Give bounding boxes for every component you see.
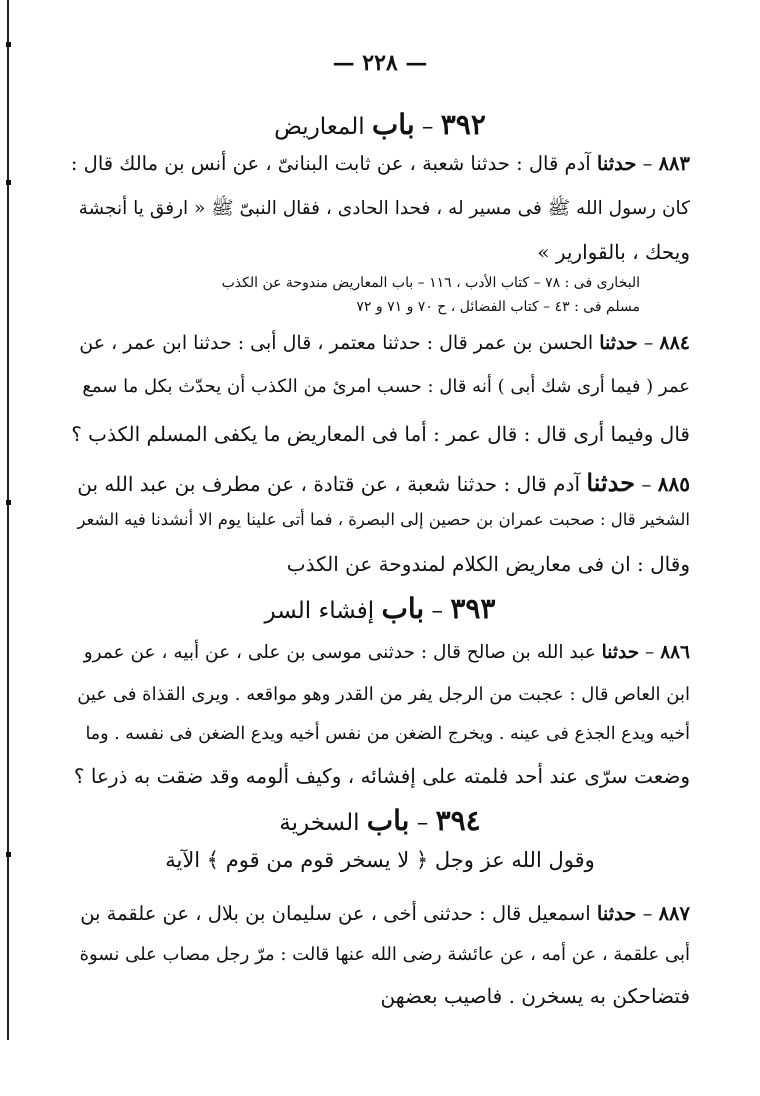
page-number: — ٢٢٨ — — [332, 50, 428, 76]
hadith-886-line-2 — [70, 682, 690, 707]
hadith-number: ٨٨٥ — [657, 472, 690, 496]
hadith-number: ٨٨٤ — [659, 332, 690, 354]
hadith-884-line-1: ٨٨٤ – حدثنا الحسن بن عمر قال : حدثنا معتمر ، قال أبى : حدثنا ابن عمر ، عن — [79, 332, 690, 354]
quran-verse: وقول الله عز وجل ﴿ لا يسخر قوم من قوم ﴾ الآية — [165, 848, 595, 872]
hadith-text: كان رسول الله ﷺ فى مسير له ، فحدا الحادى ، فقال النبىّ ﷺ « ارفق يا أنجشة — [78, 198, 690, 219]
haddathana-word: حدثنا — [596, 152, 637, 175]
hadith-883-line-2 — [70, 196, 690, 222]
edge-mark — [6, 500, 11, 505]
bab-number: ٣٩٣ — [450, 592, 496, 625]
hadith-text: وضعت سرّى عند أحد فلمته على إفشائه ، وكيف ألومه وقد ضقت به ذرعا ؟ — [73, 764, 690, 788]
edge-mark — [6, 180, 11, 185]
hadith-887-line-1: ٨٨٧ – حدثنا اسمعيل قال : حدثنى أخى ، عن سليمان بن بلال ، عن علقمة بن — [80, 902, 690, 925]
hadith-886-line-4 — [70, 762, 690, 790]
hadith-887-line-3 — [70, 982, 690, 1010]
hadith-text: الشخير قال : صحبت عمران بن حصين إلى البصرة ، فما أتى علينا يوم الا أنشدنا فيه الشعر — [77, 510, 690, 529]
hadith-text: آدم قال : حدثنا شعبة ، عن ثابت البنانىّ ، عن أنس بن مالك قال : — [70, 152, 591, 175]
bab-number: ٣٩٤ — [435, 804, 481, 837]
hadith-text: آدم قال : حدثنا شعبة ، عن قتادة ، عن مطرف بن عبد الله بن — [77, 472, 581, 496]
bab-title: إفشاء السر — [264, 598, 375, 624]
hadith-885-line-3 — [70, 550, 690, 578]
edge-mark — [6, 42, 11, 47]
hadith-text: الحسن بن عمر قال : حدثنا معتمر ، قال أبى : حدثنا ابن عمر ، عن — [79, 332, 594, 354]
bab-title: المعاريض — [274, 114, 365, 140]
hadith-text: ويحك ، بالقوارير » — [537, 240, 690, 264]
bab-word: باب — [381, 592, 425, 625]
hadith-text: عمر ( فيما أرى شك أبى ) أنه قال : حسب امرئ من الكذب أن يحدّث بكل ما سمع — [82, 376, 690, 397]
hadith-number: ٨٨٦ — [660, 642, 690, 663]
hadith-883-line-1: ٨٨٣ – حدثنا آدم قال : حدثنا شعبة ، عن ثابت البنانىّ ، عن أنس بن مالك قال : — [70, 152, 690, 175]
hadith-883-note-1: البخارى فى : ٧٨ – كتاب الأدب ، ١١٦ – باب المعاريض مندوحة عن الكذب — [221, 275, 640, 291]
hadith-number: ٨٨٣ — [658, 152, 690, 175]
haddathana-word: حدثنا — [601, 642, 640, 663]
hadith-885-line-2 — [70, 508, 690, 531]
bab-number: ٣٩٢ — [440, 108, 486, 141]
haddathana-word: حدثنا — [596, 902, 637, 925]
hadith-text: ابن العاص قال : عجبت من الرجل يفر من القدر وهو مواقعه . ويرى القذاة فى عين — [77, 684, 690, 705]
hadith-text: فتضاحكن به يسخرن . فاصيب بعضهن — [380, 984, 690, 1008]
hadith-text: وقال : ان فى معاريض الكلام لمندوحة عن الكذب — [286, 552, 690, 576]
hadith-884-line-2 — [70, 374, 690, 399]
hadith-885-line-1: ٨٨٥ – حدثنا آدم قال : حدثنا شعبة ، عن قتادة ، عن مطرف بن عبد الله بن — [77, 468, 690, 497]
page-edge-line — [7, 0, 9, 1040]
hadith-883-line-3 — [70, 238, 690, 266]
hadith-884-line-3 — [70, 420, 690, 448]
bab-word: باب — [371, 108, 415, 141]
hadith-text: عبد الله بن صالح قال : حدثنى موسى بن على ، عن أبيه ، عن عمرو — [83, 642, 596, 663]
bab-title: السخرية — [279, 810, 360, 836]
hadith-text: أبى علقمة ، عن أمه ، عن عائشة رضى الله عنها قالت : مرّ رجل مصاب على نسوة — [79, 944, 690, 965]
hadith-text: قال وفيما أرى قال : قال عمر : أما فى المعاريض ما يكفى المسلم الكذب ؟ — [71, 422, 690, 446]
hadith-886-line-1: ٨٨٦ – حدثنا عبد الله بن صالح قال : حدثنى موسى بن على ، عن أبيه ، عن عمرو — [83, 642, 690, 663]
hadith-883-note-2: مسلم فى : ٤٣ – كتاب الفضائل ، ح ٧٠ و ٧١ و ٧٢ — [356, 299, 640, 315]
hadith-886-line-3 — [70, 722, 690, 747]
haddathana-word: حدثنا — [599, 332, 638, 354]
bab-heading-393: ٣٩٣ – باب إفشاء السر — [264, 592, 496, 625]
bab-word: باب — [366, 804, 410, 837]
bab-heading-394: ٣٩٤ – باب السخرية — [279, 804, 481, 837]
haddathana-word: حدثنا — [586, 468, 636, 497]
bab-heading-392: ٣٩٢ – باب المعاريض — [274, 108, 486, 141]
hadith-number: ٨٨٧ — [658, 902, 690, 925]
hadith-text: اسمعيل قال : حدثنى أخى ، عن سليمان بن بلال ، عن علقمة بن — [80, 902, 591, 925]
hadith-text: أخيه ويدع الجذع فى عينه . ويخرج الضغن من نفس أخيه ويدع الضغن فى نفسه . وما — [85, 724, 690, 744]
hadith-887-line-2 — [70, 942, 690, 967]
